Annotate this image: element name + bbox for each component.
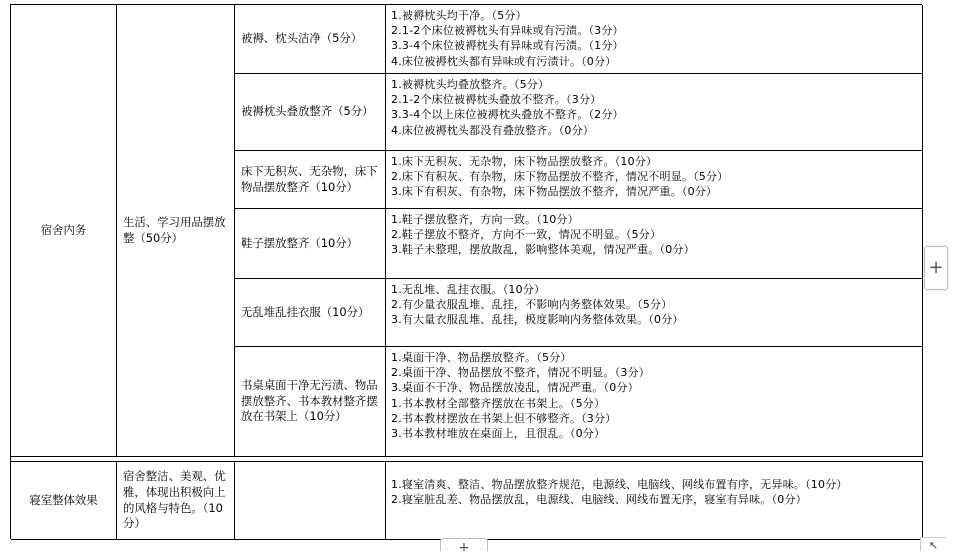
criterion-cell[interactable] [235, 209, 386, 279]
rule-line: 3.桌面不干净、物品摆放凌乱，情况严重。（0分） [391, 381, 639, 395]
category-cell[interactable] [11, 461, 117, 540]
rule-line: 2.鞋子摆放不整齐，方向不一致，情况不明显。（5分） [391, 228, 662, 242]
rule-line: 2.1-2个床位被褥枕头叠放不整齐。（3分） [391, 93, 602, 107]
rule-line: 3.书本教材堆放在桌面上，且很乱。（0分） [391, 427, 606, 441]
criterion-label: 无乱堆乱挂衣服（10分） [241, 304, 370, 319]
scoring-rules-cell[interactable] [386, 279, 923, 347]
scoring-rules-cell[interactable] [386, 151, 923, 209]
criterion-label: 床下无积灰、无杂物，床下物品摆放整齐（10分） [241, 163, 378, 194]
criterion-cell[interactable] [235, 279, 386, 347]
rule-line: 1.鞋子摆放整齐，方向一致。（10分） [391, 213, 579, 226]
scoring-rules-cell[interactable] [386, 347, 923, 457]
rule-line: 3.有大量衣服乱堆、乱挂，极度影响内务整体效果。（0分） [391, 313, 684, 327]
subcategory-label: 生活、学习用品摆放整（50分） [123, 214, 226, 245]
rule-line: 2.1-2个床位被褥枕头有异味或有污渍。（3分） [391, 24, 624, 38]
plus-icon: + [458, 540, 470, 551]
criterion-cell[interactable] [235, 74, 386, 151]
criterion-label: 被褥、枕头洁净（5分） [241, 31, 363, 46]
category-label: 寝室整体效果 [29, 492, 98, 507]
subcategory-label: 宿舍整洁、美观、优雅，体现出积极向上的风格与特色。（10分） [123, 469, 226, 531]
rule-line: 2.书本教材摆放在书架上但不够整齐。（3分） [391, 411, 617, 425]
add-column-button[interactable] [924, 246, 948, 290]
rule-line: 2.有少量衣服乱堆、乱挂，不影响内务整体效果。（5分） [391, 298, 673, 312]
rule-line: 2.寝室脏乱差、物品摆放乱，电源线、电脑线、网线布置无序，寝室有异味。（0分） [391, 493, 807, 507]
rule-line: 1.书本教材全部整齐摆放在书架上。（5分） [391, 396, 606, 410]
criterion-label: 被褥枕头叠放整齐（5分） [241, 104, 374, 119]
subcategory-cell[interactable] [117, 461, 235, 540]
criterion-cell[interactable] [235, 5, 386, 74]
scoring-rules-cell[interactable] [386, 461, 923, 540]
rule-line: 3.鞋子未整理，摆放散乱，影响整体美观，情况严重。（0分） [391, 243, 695, 257]
plus-icon: + [928, 257, 944, 278]
rule-line: 3.3-4个床位被褥枕头有异味或有污渍。（1分） [391, 39, 624, 53]
rule-line: 3.床下有积灰、有杂物，床下物品摆放不整齐，情况严重。（0分） [391, 185, 718, 199]
add-row-button[interactable] [440, 538, 488, 551]
rule-line: 1.桌面干净、物品摆放整齐。（5分） [391, 351, 572, 364]
rule-line: 1.床下无积灰、无杂物，床下物品摆放整齐。（10分） [391, 155, 658, 168]
scoring-rules-cell[interactable] [386, 209, 923, 279]
criterion-cell[interactable] [235, 461, 386, 540]
resize-arrow-icon: ↖ [928, 539, 939, 552]
rule-line: 4.床位被褥枕头都有异味或有污渍计。（0分） [391, 54, 617, 68]
category-label: 宿舍内务 [40, 222, 87, 237]
criterion-cell[interactable] [235, 347, 386, 457]
rule-line: 1.被褥枕头均干净。（5分） [391, 9, 527, 22]
criterion-label: 书桌桌面干净无污渍、物品摆放整齐、书本教材整齐摆放在书架上（10分） [241, 378, 378, 424]
category-cell[interactable] [11, 5, 117, 457]
rule-line: 1.被褥枕头均叠放整齐。（5分） [391, 78, 550, 91]
rule-line: 1.寝室清爽、整洁、物品摆放整齐规范，电源线、电脑线、网线布置有序，无异味。（10分） [391, 478, 848, 491]
rule-line: 2.床下有积灰、有杂物，床下物品摆放不整齐，情况不明显。（5分） [391, 170, 729, 184]
rule-line: 2.桌面干净、物品摆放不整齐，情况不明显。（3分） [391, 366, 650, 380]
criterion-cell[interactable] [235, 151, 386, 209]
scoring-rules-cell[interactable] [386, 5, 923, 74]
table-resize-handle[interactable] [920, 537, 946, 551]
rule-line: 3.3-4个以上床位被褥枕头叠放不整齐。（2分） [391, 108, 624, 122]
criterion-label: 鞋子摆放整齐（10分） [241, 235, 359, 250]
rule-line: 1.无乱堆、乱挂衣服。（10分） [391, 283, 546, 296]
scoring-rules-cell[interactable] [386, 74, 923, 151]
scoring-table [10, 4, 922, 539]
subcategory-cell[interactable] [117, 5, 235, 457]
rule-line: 4.床位被褥枕头都没有叠放整齐。（0分） [391, 123, 594, 137]
